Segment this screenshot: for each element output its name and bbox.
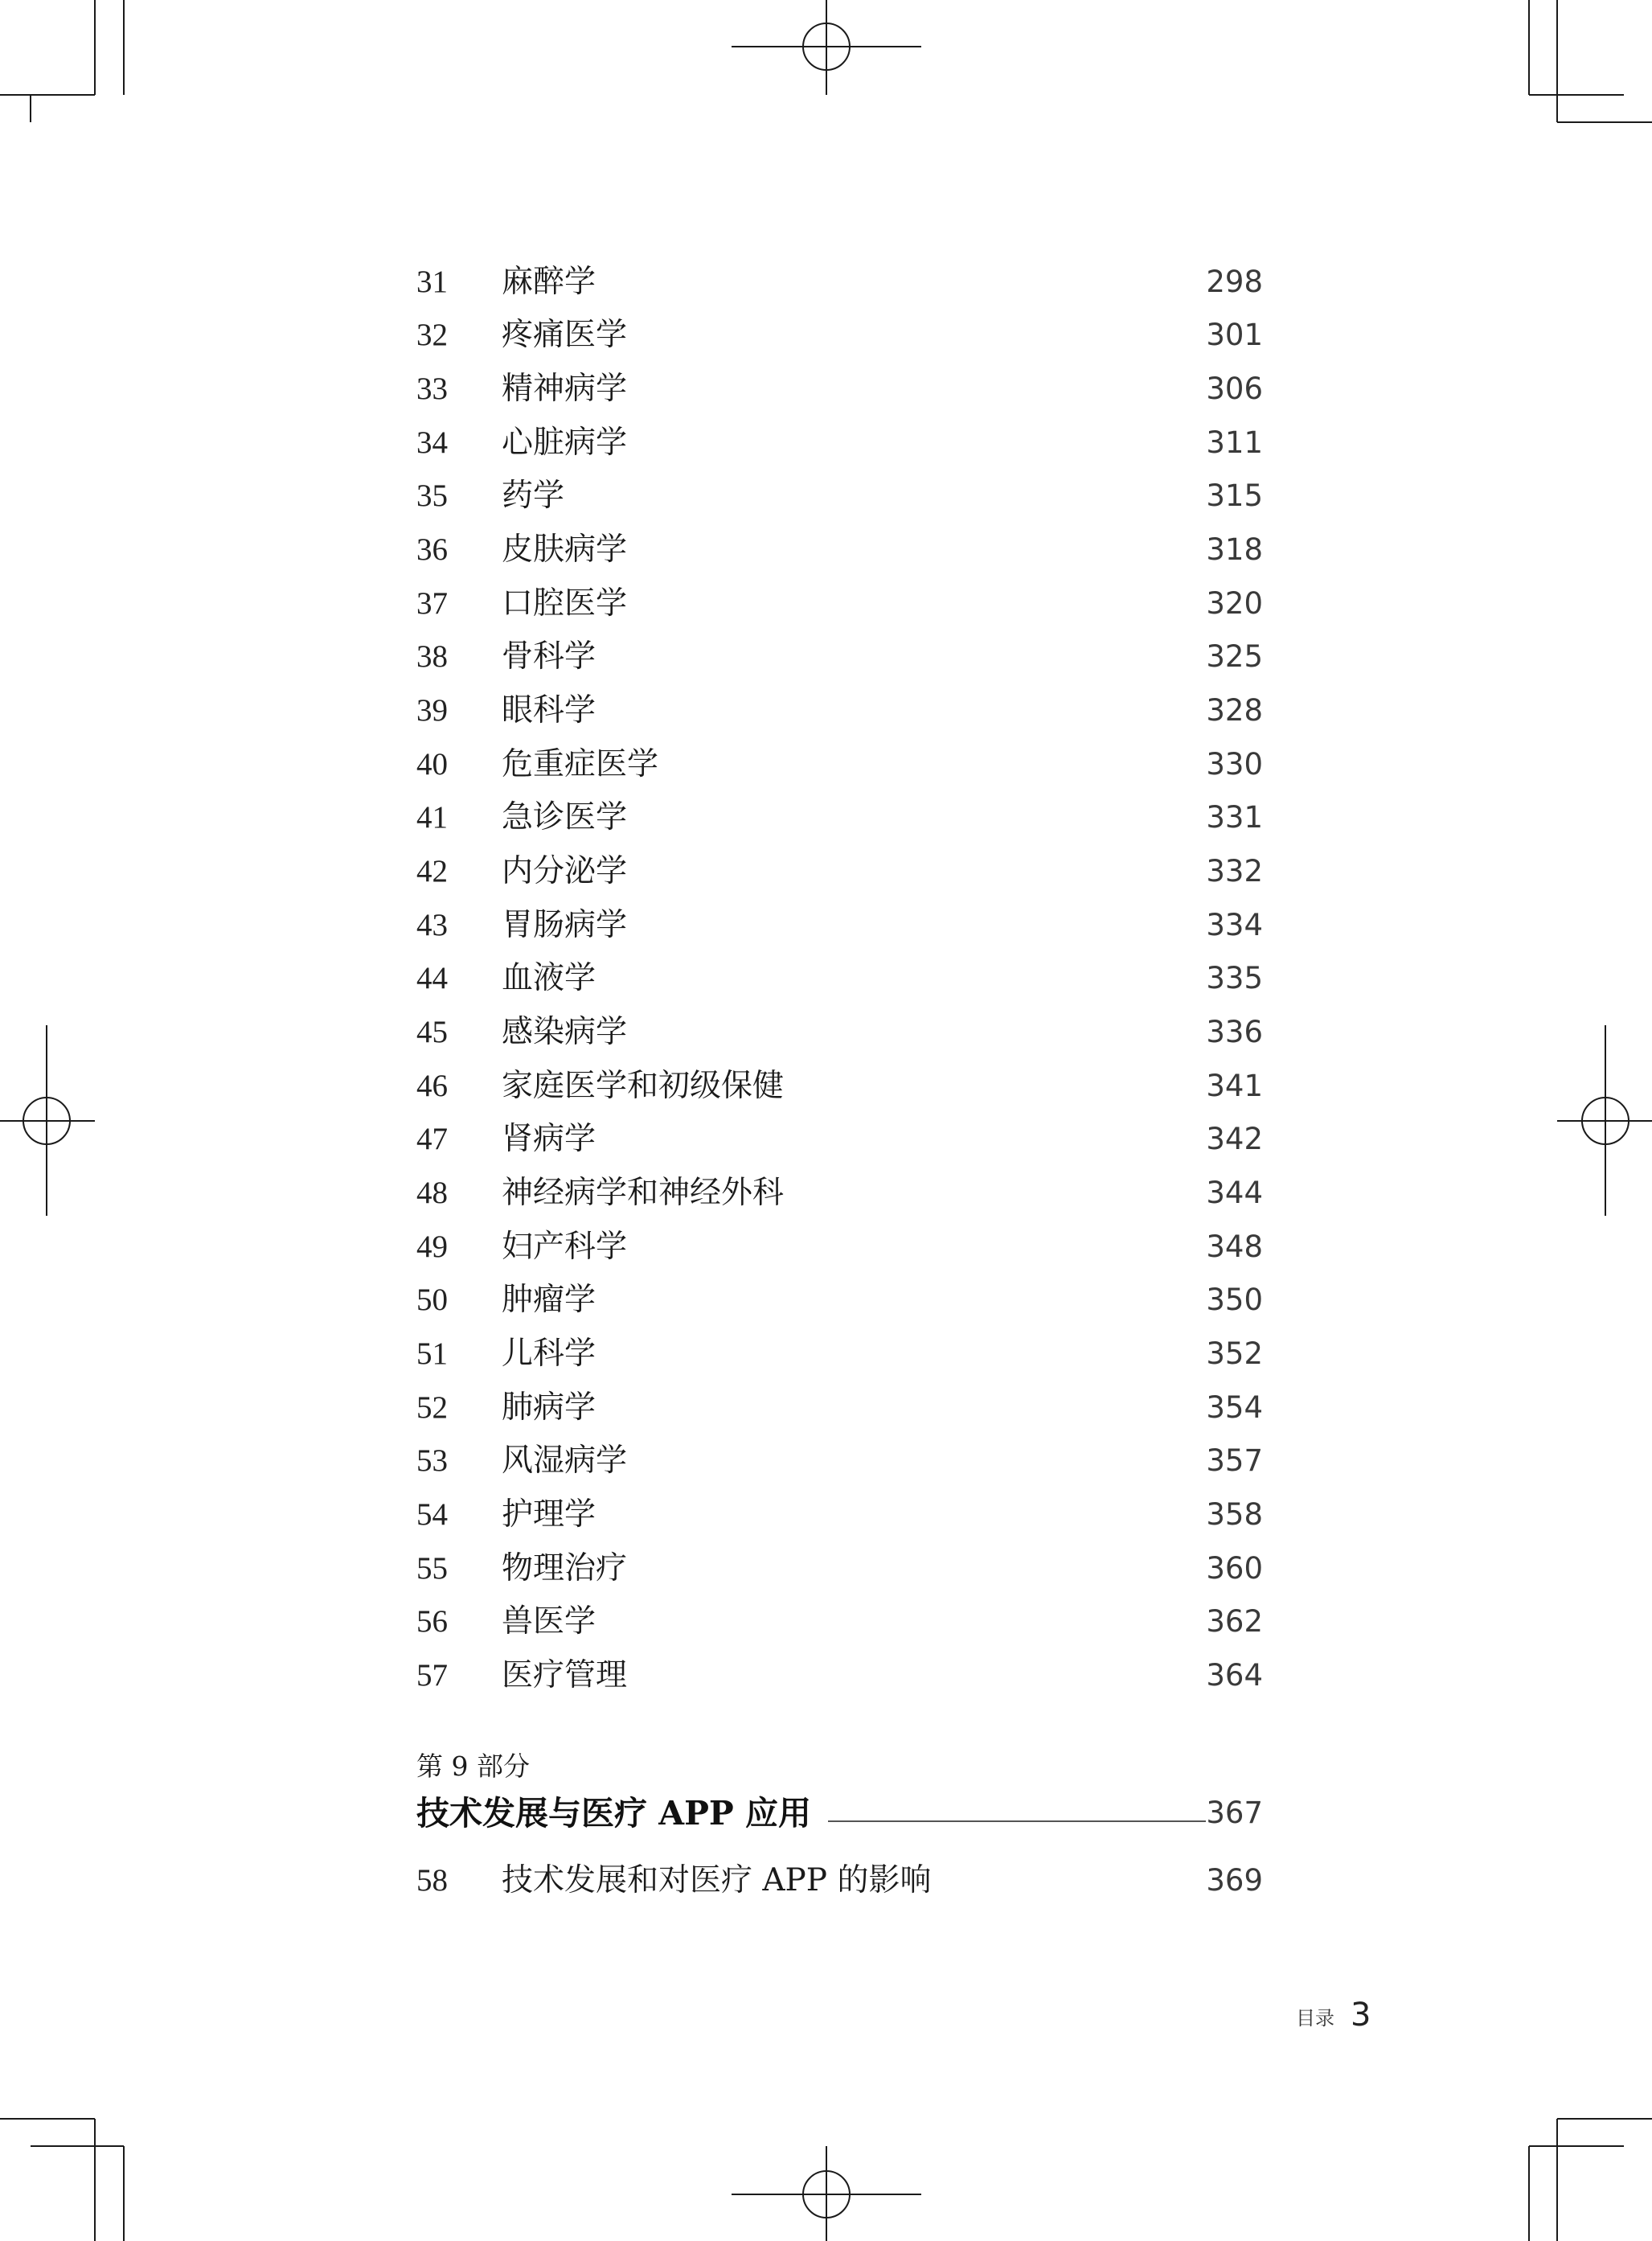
- chapter-title: 感染病学: [502, 1014, 628, 1050]
- page-number: 357: [1206, 1443, 1263, 1478]
- chapter-number: 34: [416, 425, 448, 460]
- chapter-number: 51: [416, 1336, 448, 1371]
- toc-entry[interactable]: [0, 1167, 1652, 1220]
- page-number: 298: [1206, 265, 1263, 299]
- page-number: 369: [1206, 1863, 1263, 1898]
- chapter-title: 血液学: [502, 960, 596, 996]
- chapter-title: 急诊医学: [502, 799, 628, 835]
- page-number: 341: [1206, 1069, 1263, 1103]
- page-number: 342: [1206, 1122, 1263, 1156]
- page-number: 328: [1206, 693, 1263, 728]
- part-title: 技术发展与医疗 APP 应用: [416, 1794, 812, 1833]
- toc-entry[interactable]: [0, 684, 1652, 737]
- chapter-title: 神经病学和神经外科: [502, 1175, 785, 1211]
- toc-entry[interactable]: [0, 470, 1652, 523]
- chapter-title: 肿瘤学: [502, 1282, 596, 1318]
- part-divider: [828, 1820, 1206, 1822]
- chapter-title: 物理治疗: [502, 1550, 628, 1586]
- page-number: 331: [1206, 800, 1263, 835]
- page-number: 360: [1206, 1551, 1263, 1586]
- chapter-title: 眼科学: [502, 692, 596, 729]
- page-number: 334: [1206, 908, 1263, 942]
- chapter-number: 39: [416, 693, 448, 728]
- chapter-title: 药学: [502, 478, 565, 514]
- page-number: 344: [1206, 1176, 1263, 1210]
- page-number: 364: [1206, 1658, 1263, 1693]
- toc-entry[interactable]: [0, 952, 1652, 1005]
- toc-entry[interactable]: [0, 1488, 1652, 1541]
- page-number: 336: [1206, 1015, 1263, 1049]
- toc-entry[interactable]: [0, 1060, 1652, 1113]
- chapter-number: 42: [416, 854, 448, 889]
- toc-entry[interactable]: [0, 738, 1652, 791]
- toc-entry[interactable]: [0, 577, 1652, 630]
- page-number: 358: [1206, 1497, 1263, 1532]
- page-number: 320: [1206, 586, 1263, 621]
- chapter-number: 50: [416, 1283, 448, 1317]
- toc-entry[interactable]: [0, 1649, 1652, 1702]
- chapter-title: 皮肤病学: [502, 532, 628, 568]
- chapter-title: 妇产科学: [502, 1229, 628, 1265]
- footer-page-number: 3: [1351, 1997, 1371, 2034]
- page-number: 325: [1206, 639, 1263, 674]
- toc-entry[interactable]: [0, 1328, 1652, 1381]
- chapter-title: 骨科学: [502, 638, 596, 675]
- chapter-title: 心脏病学: [502, 425, 628, 461]
- toc-entry[interactable]: [0, 1854, 1652, 1907]
- chapter-title: 疼痛医学: [502, 317, 628, 353]
- page-number: 311: [1206, 425, 1263, 460]
- page-number: 332: [1206, 854, 1263, 889]
- chapter-title: 肺病学: [502, 1389, 596, 1426]
- toc-entry[interactable]: [0, 256, 1652, 309]
- toc-entry[interactable]: [0, 1274, 1652, 1327]
- chapter-title: 兽医学: [502, 1603, 596, 1640]
- chapter-number: 45: [416, 1015, 448, 1049]
- page-number: 315: [1206, 478, 1263, 513]
- page-number: 318: [1206, 532, 1263, 567]
- chapter-number: 40: [416, 747, 448, 782]
- chapter-title: 护理学: [502, 1496, 596, 1533]
- toc-entry[interactable]: [0, 417, 1652, 470]
- toc-entry[interactable]: [0, 1595, 1652, 1648]
- chapter-number: 41: [416, 800, 448, 835]
- chapter-number: 53: [416, 1443, 448, 1478]
- toc-entry[interactable]: [0, 791, 1652, 844]
- toc-entry[interactable]: [0, 1381, 1652, 1434]
- toc-entry[interactable]: [0, 1434, 1652, 1488]
- chapter-number: 37: [416, 586, 448, 621]
- chapter-number: 35: [416, 478, 448, 513]
- toc-entry[interactable]: [0, 1221, 1652, 1274]
- chapter-title: 内分泌学: [502, 853, 628, 889]
- chapter-number: 57: [416, 1658, 448, 1693]
- footer-section-label: 目录: [1296, 2007, 1334, 2030]
- chapter-number: 58: [416, 1863, 448, 1898]
- chapter-number: 54: [416, 1497, 448, 1532]
- page-number: 362: [1206, 1604, 1263, 1639]
- toc-entry[interactable]: [0, 845, 1652, 898]
- chapter-title: 儿科学: [502, 1336, 596, 1372]
- chapter-title: 危重症医学: [502, 746, 659, 782]
- chapter-title: 医疗管理: [502, 1657, 628, 1693]
- chapter-number: 55: [416, 1551, 448, 1586]
- toc-entry[interactable]: [0, 309, 1652, 362]
- page-number: 330: [1206, 747, 1263, 782]
- page-number: 335: [1206, 961, 1263, 995]
- chapter-number: 52: [416, 1390, 448, 1425]
- chapter-title: 胃肠病学: [502, 907, 628, 943]
- part-heading[interactable]: [0, 1787, 1652, 1840]
- chapter-number: 36: [416, 532, 448, 567]
- page-number: 367: [1206, 1796, 1263, 1830]
- chapter-number: 44: [416, 961, 448, 995]
- toc-entry[interactable]: [0, 899, 1652, 952]
- chapter-number: 38: [416, 639, 448, 674]
- chapter-title: 肾病学: [502, 1121, 596, 1157]
- toc-entry[interactable]: [0, 523, 1652, 577]
- toc-entry[interactable]: [0, 630, 1652, 683]
- toc-entry[interactable]: [0, 1006, 1652, 1059]
- toc-entry[interactable]: [0, 1113, 1652, 1166]
- chapter-number: 49: [416, 1229, 448, 1264]
- page-number: 350: [1206, 1283, 1263, 1317]
- page-number: 306: [1206, 371, 1263, 406]
- page-number: 348: [1206, 1229, 1263, 1264]
- chapter-title: 口腔医学: [502, 585, 628, 622]
- toc-entry[interactable]: [0, 1542, 1652, 1595]
- chapter-title: 精神病学: [502, 371, 628, 407]
- chapter-title: 麻醉学: [502, 264, 596, 300]
- toc-entry[interactable]: [0, 363, 1652, 416]
- chapter-title: 技术发展和对医疗 APP 的影响: [502, 1862, 932, 1898]
- chapter-number: 32: [416, 318, 448, 352]
- page-number: 352: [1206, 1336, 1263, 1371]
- chapter-number: 56: [416, 1604, 448, 1639]
- chapter-number: 31: [416, 265, 448, 299]
- page-number: 354: [1206, 1390, 1263, 1425]
- page-number: 301: [1206, 318, 1263, 352]
- chapter-number: 33: [416, 371, 448, 406]
- part-label: 第 9 部分: [416, 1751, 530, 1782]
- chapter-number: 43: [416, 908, 448, 942]
- chapter-number: 48: [416, 1176, 448, 1210]
- chapter-title: 风湿病学: [502, 1443, 628, 1479]
- chapter-number: 47: [416, 1122, 448, 1156]
- chapter-number: 46: [416, 1069, 448, 1103]
- chapter-title: 家庭医学和初级保健: [502, 1068, 785, 1104]
